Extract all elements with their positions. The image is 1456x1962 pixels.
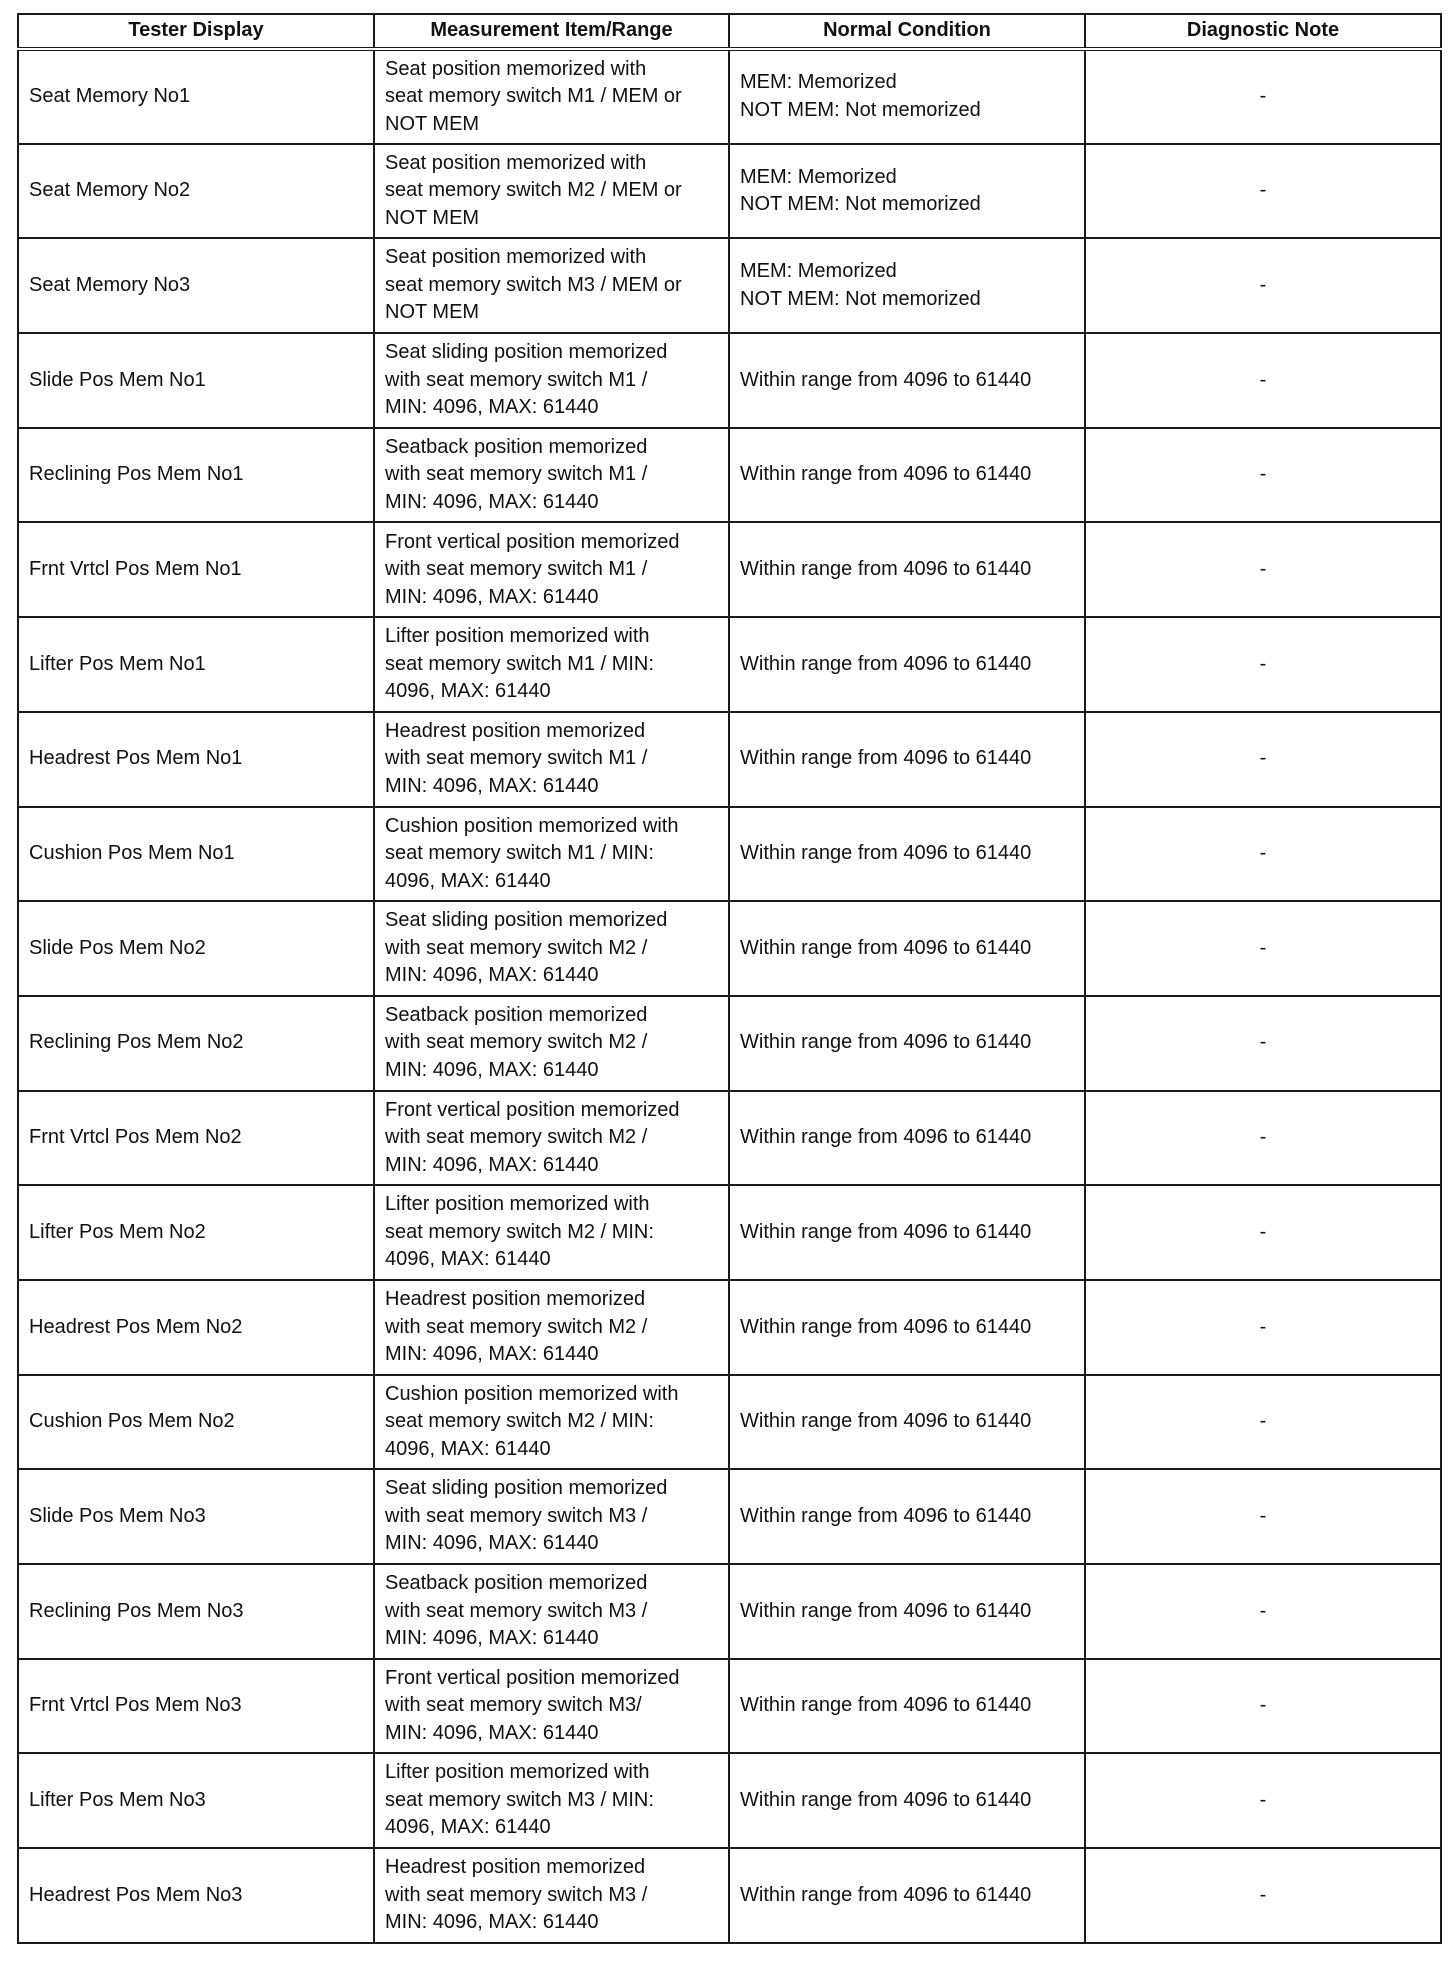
diagnostic-note-cell: - [1085,712,1441,807]
tester-display-cell: Seat Memory No3 [18,238,374,333]
tester-display-cell: Lifter Pos Mem No3 [18,1753,374,1848]
tester-display-cell: Cushion Pos Mem No2 [18,1375,374,1470]
table-row [18,238,1441,333]
normal-condition-cell: MEM: Memorized NOT MEM: Not memorized [729,144,1085,239]
column-header-normal-condition: Normal Condition [729,14,1085,49]
measurement-item-cell: Seat position memorized with seat memory switch M1 / MEM or NOT MEM [374,49,729,144]
diagnostic-note-cell: - [1085,49,1441,144]
tester-display-cell: Slide Pos Mem No2 [18,901,374,996]
measurement-item-cell: Lifter position memorized with seat memory switch M1 / MIN: 4096, MAX: 61440 [374,617,729,712]
table-row [18,1091,1441,1186]
tester-display-cell: Frnt Vrtcl Pos Mem No1 [18,522,374,617]
diagnostic-note-cell: - [1085,1280,1441,1375]
normal-condition-cell: Within range from 4096 to 61440 [729,1848,1085,1943]
diagnostic-note-cell: - [1085,1753,1441,1848]
diagnostic-note-cell: - [1085,333,1441,428]
table-row [18,144,1441,239]
measurement-item-cell: Lifter position memorized with seat memory switch M2 / MIN: 4096, MAX: 61440 [374,1185,729,1280]
table-row [18,1659,1441,1754]
normal-condition-cell: Within range from 4096 to 61440 [729,1469,1085,1564]
normal-condition-cell: Within range from 4096 to 61440 [729,1659,1085,1754]
table-row [18,807,1441,902]
normal-condition-cell: Within range from 4096 to 61440 [729,1753,1085,1848]
table-row [18,617,1441,712]
normal-condition-cell: Within range from 4096 to 61440 [729,996,1085,1091]
tester-display-cell: Slide Pos Mem No3 [18,1469,374,1564]
measurement-item-cell: Cushion position memorized with seat memory switch M2 / MIN: 4096, MAX: 61440 [374,1375,729,1470]
measurement-item-cell: Headrest position memorized with seat memory switch M1 / MIN: 4096, MAX: 61440 [374,712,729,807]
tester-display-cell: Reclining Pos Mem No2 [18,996,374,1091]
table-row [18,1185,1441,1280]
normal-condition-cell: MEM: Memorized NOT MEM: Not memorized [729,49,1085,144]
measurement-item-cell: Lifter position memorized with seat memory switch M3 / MIN: 4096, MAX: 61440 [374,1753,729,1848]
normal-condition-cell: Within range from 4096 to 61440 [729,1375,1085,1470]
normal-condition-cell: Within range from 4096 to 61440 [729,617,1085,712]
measurement-item-cell: Seatback position memorized with seat memory switch M3 / MIN: 4096, MAX: 61440 [374,1564,729,1659]
diagnostic-note-cell: - [1085,1091,1441,1186]
normal-condition-cell: Within range from 4096 to 61440 [729,712,1085,807]
tester-display-cell: Headrest Pos Mem No3 [18,1848,374,1943]
diagnostic-note-cell: - [1085,1659,1441,1754]
column-header-diagnostic-note: Diagnostic Note [1085,14,1441,49]
table-row [18,333,1441,428]
table-row [18,901,1441,996]
tester-display-cell: Lifter Pos Mem No2 [18,1185,374,1280]
tester-display-cell: Seat Memory No1 [18,49,374,144]
normal-condition-cell: Within range from 4096 to 61440 [729,901,1085,996]
diagnostic-note-cell: - [1085,807,1441,902]
normal-condition-cell: Within range from 4096 to 61440 [729,333,1085,428]
tester-display-cell: Headrest Pos Mem No2 [18,1280,374,1375]
normal-condition-cell: Within range from 4096 to 61440 [729,807,1085,902]
table-row [18,522,1441,617]
tester-display-cell: Slide Pos Mem No1 [18,333,374,428]
measurement-item-cell: Front vertical position memorized with seat memory switch M1 / MIN: 4096, MAX: 61440 [374,522,729,617]
measurement-item-cell: Headrest position memorized with seat memory switch M3 / MIN: 4096, MAX: 61440 [374,1848,729,1943]
tester-display-cell: Seat Memory No2 [18,144,374,239]
tester-display-cell: Reclining Pos Mem No3 [18,1564,374,1659]
table-row [18,1753,1441,1848]
tester-display-cell: Reclining Pos Mem No1 [18,428,374,523]
tester-display-cell: Frnt Vrtcl Pos Mem No3 [18,1659,374,1754]
measurement-item-cell: Seatback position memorized with seat memory switch M1 / MIN: 4096, MAX: 61440 [374,428,729,523]
measurement-item-cell: Seat sliding position memorized with seat memory switch M3 / MIN: 4096, MAX: 61440 [374,1469,729,1564]
measurement-item-cell: Seat sliding position memorized with seat memory switch M2 / MIN: 4096, MAX: 61440 [374,901,729,996]
normal-condition-cell: Within range from 4096 to 61440 [729,522,1085,617]
measurement-item-cell: Seat sliding position memorized with seat memory switch M1 / MIN: 4096, MAX: 61440 [374,333,729,428]
normal-condition-cell: MEM: Memorized NOT MEM: Not memorized [729,238,1085,333]
normal-condition-cell: Within range from 4096 to 61440 [729,1564,1085,1659]
table-row [18,1280,1441,1375]
table-row [18,1469,1441,1564]
normal-condition-cell: Within range from 4096 to 61440 [729,428,1085,523]
diagnostic-note-cell: - [1085,901,1441,996]
data-list-table-container [17,13,1440,1944]
diagnostic-note-cell: - [1085,522,1441,617]
table-row [18,428,1441,523]
diagnostic-note-cell: - [1085,238,1441,333]
tester-display-cell: Headrest Pos Mem No1 [18,712,374,807]
diagnostic-note-cell: - [1085,144,1441,239]
tester-display-cell: Cushion Pos Mem No1 [18,807,374,902]
table-row [18,712,1441,807]
diagnostic-note-cell: - [1085,1564,1441,1659]
table-row [18,49,1441,144]
header-row [18,14,1441,49]
diagnostic-note-cell: - [1085,428,1441,523]
diagnostic-note-cell: - [1085,617,1441,712]
tester-display-cell: Lifter Pos Mem No1 [18,617,374,712]
diagnostic-note-cell: - [1085,1375,1441,1470]
normal-condition-cell: Within range from 4096 to 61440 [729,1185,1085,1280]
normal-condition-cell: Within range from 4096 to 61440 [729,1280,1085,1375]
table-row [18,996,1441,1091]
data-list-table [17,13,1442,1944]
column-header-tester-display: Tester Display [18,14,374,49]
measurement-item-cell: Seat position memorized with seat memory switch M3 / MEM or NOT MEM [374,238,729,333]
measurement-item-cell: Front vertical position memorized with seat memory switch M2 / MIN: 4096, MAX: 61440 [374,1091,729,1186]
diagnostic-note-cell: - [1085,996,1441,1091]
table-header [18,14,1441,49]
measurement-item-cell: Seat position memorized with seat memory switch M2 / MEM or NOT MEM [374,144,729,239]
table-body [18,49,1441,1943]
tester-display-cell: Frnt Vrtcl Pos Mem No2 [18,1091,374,1186]
measurement-item-cell: Cushion position memorized with seat memory switch M1 / MIN: 4096, MAX: 61440 [374,807,729,902]
table-row [18,1375,1441,1470]
diagnostic-note-cell: - [1085,1185,1441,1280]
diagnostic-note-cell: - [1085,1469,1441,1564]
table-row [18,1564,1441,1659]
measurement-item-cell: Front vertical position memorized with seat memory switch M3/ MIN: 4096, MAX: 61440 [374,1659,729,1754]
column-header-measurement-item: Measurement Item/Range [374,14,729,49]
normal-condition-cell: Within range from 4096 to 61440 [729,1091,1085,1186]
diagnostic-note-cell: - [1085,1848,1441,1943]
table-row [18,1848,1441,1943]
measurement-item-cell: Headrest position memorized with seat memory switch M2 / MIN: 4096, MAX: 61440 [374,1280,729,1375]
measurement-item-cell: Seatback position memorized with seat memory switch M2 / MIN: 4096, MAX: 61440 [374,996,729,1091]
